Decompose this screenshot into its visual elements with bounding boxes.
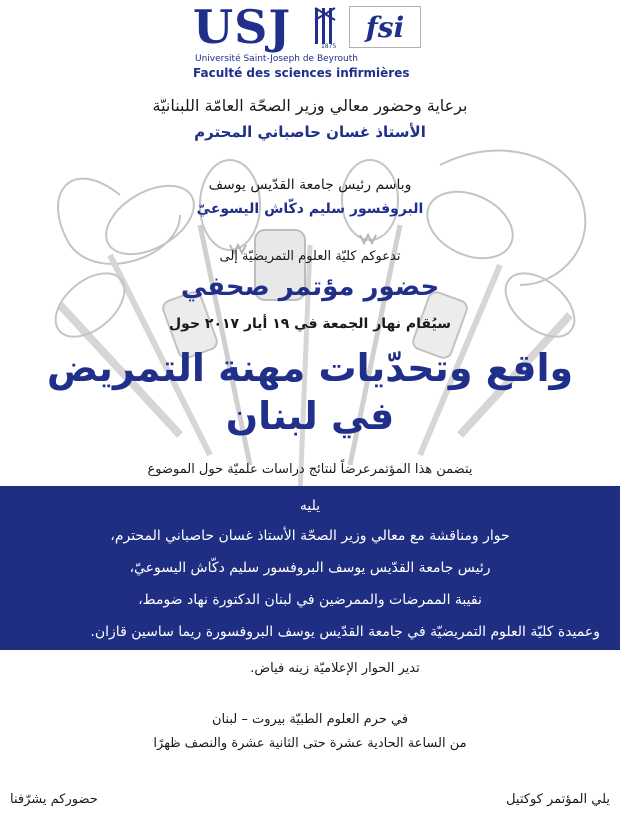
conference-title-line2: في لبنان <box>225 394 395 438</box>
venue-time: من الساعة الحادية عشرة حتى الثانية عشرة والنصف ظهرًا <box>153 736 467 751</box>
rector-line: وباسم رئيس جامعة القدّيس يوسف <box>208 177 412 193</box>
rector-name: البروفسور سليم دكّاش اليسوعيّ <box>196 201 424 217</box>
cocktail-note: يلي المؤتمر كوكتيل <box>506 792 610 807</box>
panel-line: حوار ومناقشة مع معالي وزير الصحّة الأستاذ غسان حاصباني المحترم، <box>110 528 510 544</box>
followup-heading: يليه <box>299 498 321 514</box>
honor-note: حضوركم يشرّفنا <box>10 792 98 807</box>
fsi-logo <box>349 6 421 48</box>
faculty-name: Faculté des sciences infirmières <box>193 66 410 80</box>
minister-name: الأستاذ غسان حاصباني المحترم <box>194 123 426 141</box>
moderator-line: تدير الحوار الإعلاميّة زينه فياض. <box>250 661 420 676</box>
panel-line: رئيس جامعة القدّيس يوسف البروفسور سليم دكّاش اليسوعيّ، <box>129 560 491 576</box>
usj-year: 1875 <box>321 43 337 50</box>
university-name: Université Saint-Joseph de Beyrouth <box>195 54 358 64</box>
conference-title-line1: واقع وتحدّيات مهنة التمريض <box>46 346 574 390</box>
panel-line: نقيبة الممرضات والممرضين في لبنان الدكتورة نهاد ضومط، <box>138 592 482 608</box>
patronage-line: برعاية وحضور معالي وزير الصحّة العامّة اللبنانيّة <box>152 96 468 115</box>
invitation-line: تدعوكم كليّة العلوم التمريضيّة إلى <box>219 249 401 264</box>
event-title: حضور مؤتمر صحفي <box>180 272 440 302</box>
conference-description: يتضمن هذا المؤتمرعرضاً لنتائج دراسات علميّة حول الموضوع <box>147 462 473 477</box>
usj-logo-text: USJ <box>193 0 292 54</box>
fsi-logo-text: fsi <box>365 10 405 44</box>
venue-place: في حرم العلوم الطبيّة بيروت – لبنان <box>211 712 409 727</box>
panel-line: وعميدة كليّة العلوم التمريضيّة في جامعة القدّيس يوسف البروفسورة ريما ساسين قازان. <box>90 624 600 640</box>
date-line: سيُقام نهار الجمعة في ١٩ أيار ٢٠١٧ حول <box>169 316 451 332</box>
